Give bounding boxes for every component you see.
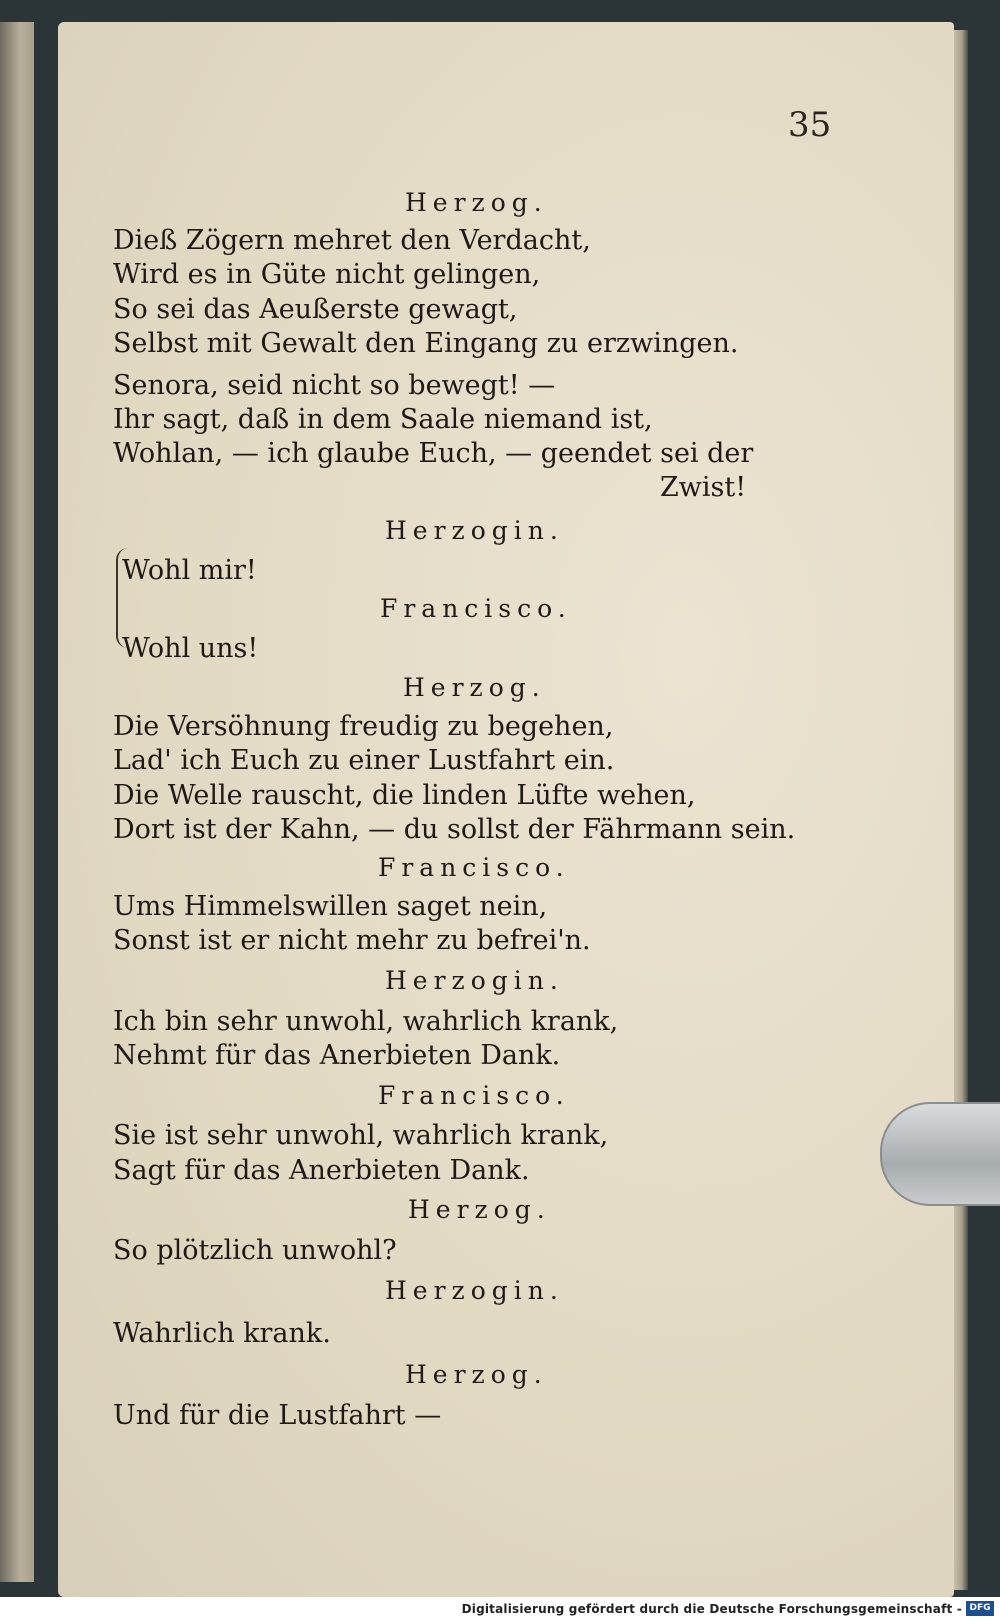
speaker-name: Herzog. — [405, 1360, 548, 1389]
speaker-name: Herzog. — [403, 673, 546, 702]
verse-line: Wohlan, — ich glaube Euch, — geendet sei der — [113, 438, 754, 469]
verse-line: Wohl uns! — [122, 633, 259, 664]
verse-line: Senora, seid nicht so bewegt! — — [113, 370, 556, 401]
verse-line: Ich bin sehr unwohl, wahrlich krank, — [113, 1006, 619, 1037]
verse-line: Wohl mir! — [122, 555, 257, 586]
speaker-name: Herzogin. — [385, 966, 564, 995]
verse-line: Und für die Lustfahrt — — [113, 1400, 442, 1431]
verse-line: Wahrlich krank. — [113, 1318, 331, 1349]
verse-line: So sei das Aeußerste gewagt, — [113, 294, 518, 325]
verse-line: Die Welle rauscht, die linden Lüfte wehen, — [113, 780, 696, 811]
verse-line: Ums Himmelswillen saget nein, — [113, 891, 548, 922]
verse-line: Dort ist der Kahn, — du sollst der Fährmann sein. — [113, 814, 796, 845]
verse-line: Selbst mit Gewalt den Eingang zu erzwingen. — [113, 328, 739, 359]
verse-line: Zwist! — [660, 472, 747, 503]
verse-line: Sie ist sehr unwohl, wahrlich krank, — [113, 1120, 609, 1151]
verse-line: Nehmt für das Anerbieten Dank. — [113, 1040, 561, 1071]
speaker-name: Herzog. — [408, 1195, 551, 1224]
left-page-edge — [0, 22, 34, 1582]
verse-line: Wird es in Güte nicht gelingen, — [113, 259, 541, 290]
speaker-name: Francisco. — [380, 594, 572, 623]
speaker-name: Herzogin. — [385, 516, 564, 545]
verse-line: Ihr sagt, daß in dem Saale niemand ist, — [113, 404, 653, 435]
verse-line: So plötzlich unwohl? — [113, 1235, 397, 1266]
verse-line: Dieß Zögern mehret den Verdacht, — [113, 225, 591, 256]
speaker-name: Herzogin. — [385, 1276, 564, 1305]
speaker-name: Francisco. — [378, 1081, 570, 1110]
verse-line: Die Versöhnung freudig zu begehen, — [113, 711, 614, 742]
verse-line: Sagt für das Anerbieten Dank. — [113, 1155, 530, 1186]
verse-line: Lad' ich Euch zu einer Lustfahrt ein. — [113, 745, 615, 776]
speaker-name: Herzog. — [405, 188, 548, 217]
page-clip — [880, 1102, 1000, 1206]
footer-credit: Digitalisierung gefördert durch die Deutsche Forschungsgemeinschaft - — [461, 1602, 962, 1616]
speaker-name: Francisco. — [378, 853, 570, 882]
verse-line: Sonst ist er nicht mehr zu befrei'n. — [113, 925, 591, 956]
page-number: 35 — [788, 105, 832, 145]
dfg-logo: DFG — [966, 1601, 994, 1616]
